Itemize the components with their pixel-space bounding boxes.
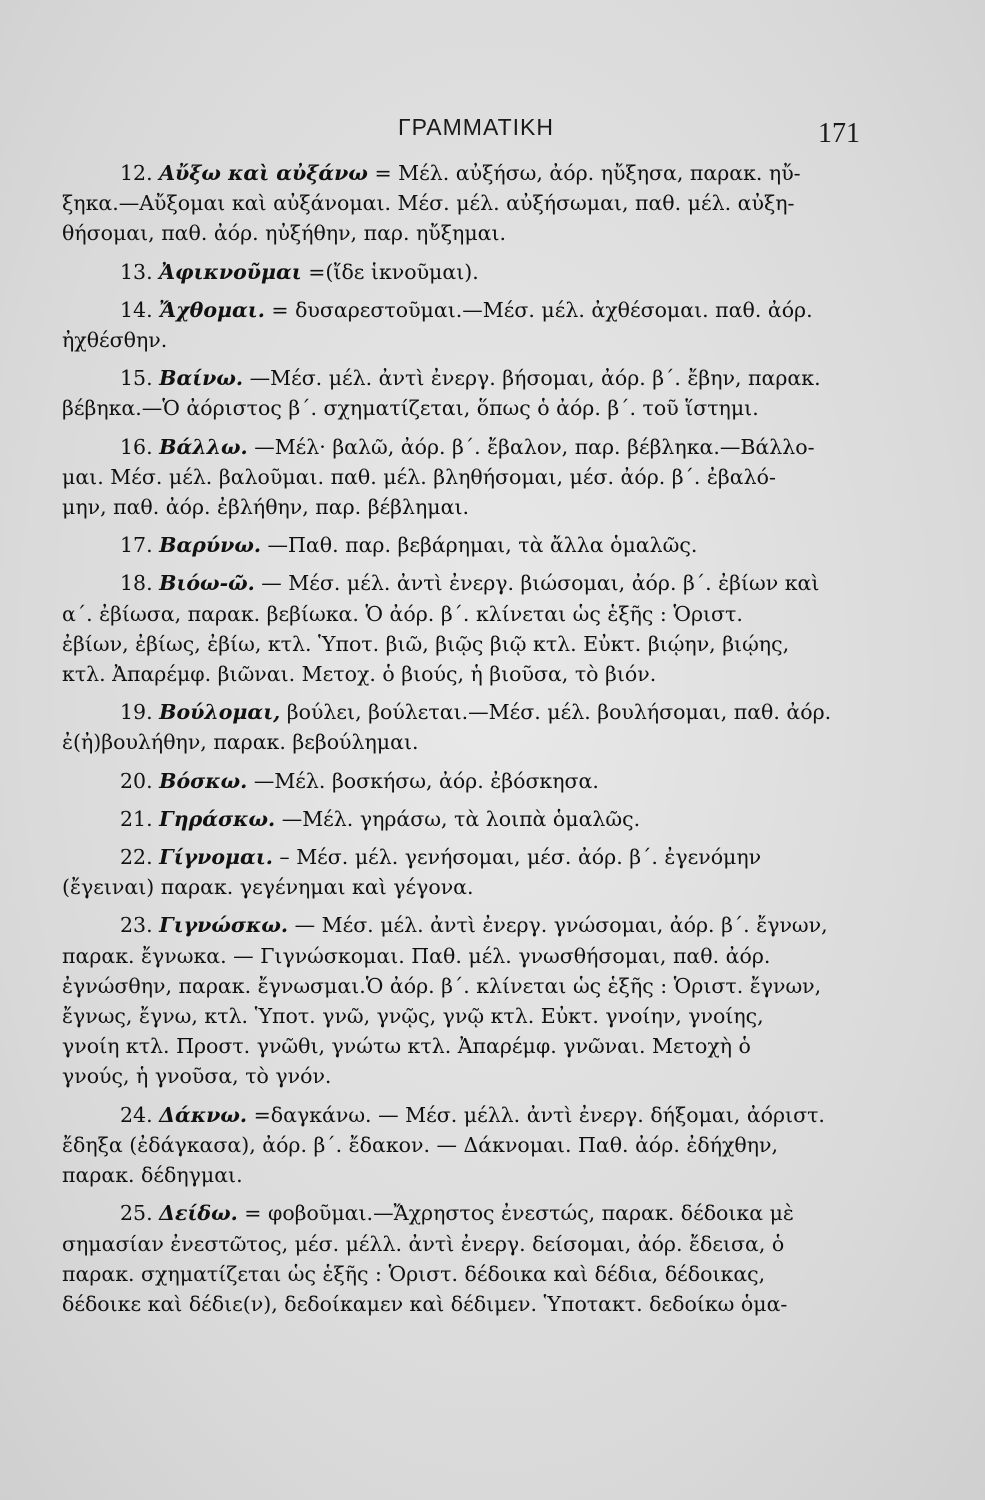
entry-text: ἔγνως, ἔγνω, κτλ. Ὑποτ. γνῶ, γνῷς, γνῷ κτλ. Εὐκτ. γνοίην, γνοίης, [62,1004,764,1029]
entry-lemma: Βαίνω. [159,366,244,391]
text-line [62,363,852,393]
verb-entry [62,697,852,757]
entry-lemma: Βιόω-ῶ. [159,571,255,596]
entry-text: —Μέσ. μέλ. ἀντὶ ἐνεργ. βήσομαι, ἀόρ. β΄. ἔβην, παρακ. [249,366,821,391]
text-line [62,727,852,757]
verb-entry [62,1100,852,1191]
text-line [62,432,852,462]
verb-entry [62,158,852,249]
entry-text: βέβηκα.—Ὁ ἀόριστος β΄. σχηματίζεται, ὅπως ὁ ἀόρ. β΄. τοῦ ἵστημι. [62,396,759,421]
text-line [62,393,852,423]
entry-number: 21. [120,806,153,831]
text-line [62,1259,852,1289]
verb-entry [62,804,852,834]
entry-text: ἠχθέσθην. [62,328,168,353]
verb-entry [62,910,852,1091]
verb-entry [62,1198,852,1319]
entry-text: σημασίαν ἐνεστῶτος, μέσ. μέλλ. ἀντὶ ἐνεργ. δείσομαι, ἀόρ. ἔδεισα, ὁ [62,1231,785,1256]
text-line [62,158,852,188]
entry-text: ἐ(ἠ)βουλήθην, παρακ. βεβούλημαι. [62,730,419,755]
entry-text: ἐγνώσθην, παρακ. ἔγνωσμαι.Ὁ ἀόρ. β΄. κλίνεται ὡς ἑξῆς : Ὁριστ. ἔγνων, [62,973,822,998]
entry-lemma: Βούλομαι, [159,700,281,725]
entry-number: 14. [120,297,153,322]
entry-number: 22. [120,845,153,870]
entry-lemma: Ἄχθομαι. [159,297,265,322]
entry-lemma: Βάλλω. [159,434,248,459]
entry-text: — Μέσ. μέλ. ἀντὶ ἐνεργ. βιώσομαι, ἀόρ. β΄. ἐβίων καὶ [261,571,820,596]
entry-text: – Μέσ. μέλ. γενήσομαι, μέσ. ἀόρ. β΄. ἐγενόμην [279,845,762,870]
entry-lemma: Βόσκω. [159,768,248,793]
entry-text: βούλει, βούλεται.—Μέσ. μέλ. βουλήσομαι, παθ. ἀόρ. [286,700,832,725]
verb-entry [62,530,852,560]
entry-text: = φοβοῦμαι.—Ἄχρηστος ἐνεστώς, παρακ. δέδοικα μὲ [244,1201,794,1226]
entry-lemma: Δείδω. [159,1201,238,1226]
entry-number: 18. [120,571,153,596]
text-line [62,1100,852,1130]
entry-text: = Μέλ. αὐξήσω, ἀόρ. ηὔξησα, παρακ. ηὔ- [374,161,801,185]
text-line [62,1130,852,1160]
text-line [62,188,852,218]
text-line [62,492,852,522]
verb-entry [62,295,852,355]
text-line [62,910,852,940]
running-title: ΓΡΑΜΜΑΤΙΚΗ [398,114,554,140]
text-line [62,971,852,1001]
entry-number: 19. [120,700,153,725]
text-line [62,1229,852,1259]
verb-entry [62,432,852,523]
text-line [62,218,852,248]
entry-text: παρακ. σχηματίζεται ὡς ἑξῆς : Ὁριστ. δέδοικα καὶ δέδια, δέδοικας, [62,1261,766,1286]
text-line [62,766,852,796]
text-line [62,1031,852,1061]
text-line [62,1001,852,1031]
text-line [62,872,852,902]
text-line [62,599,852,629]
entry-number: 17. [120,533,153,558]
entry-lemma: Γιγνώσκω. [159,913,289,938]
entry-text: ἐβίων, ἐβίως, ἐβίω, κτλ. Ὑποτ. βιῶ, βιῷς βιῷ κτλ. Εὐκτ. βιῴην, βιῴης, [62,631,790,656]
entry-number: 16. [120,434,153,459]
entry-number: 25. [120,1201,153,1226]
entry-number: 20. [120,768,153,793]
entry-text: θήσομαι, παθ. ἀόρ. ηὐξήθην, παρ. ηὔξημαι. [62,221,507,246]
entry-text: — Μέσ. μέλ. ἀντὶ ἐνεργ. γνώσομαι, ἀόρ. β΄. ἔγνων, [294,913,828,938]
grammar-text [62,158,852,1327]
entry-lemma: Δάκνω. [159,1102,248,1127]
entry-text: ξηκα.—Αὔξομαι καὶ αὐξάνομαι. Μέσ. μέλ. αὐξήσωμαι, παθ. μέλ. αὐξη- [62,191,795,216]
entry-number: 24. [120,1102,153,1127]
text-line [62,462,852,492]
entry-text: ἔδηξα (ἐδάγκασα), ἀόρ. β΄. ἔδακον. — Δάκνομαι. Παθ. ἀόρ. ἐδήχθην, [62,1132,779,1157]
page-header [60,112,860,152]
entry-text: =(ἴδε ἱκνοῦμαι). [308,259,479,284]
verb-entry [62,257,852,287]
text-line [62,568,852,598]
text-line [62,1289,852,1319]
entry-text: κτλ. Ἀπαρέμφ. βιῶναι. Μετοχ. ὁ βιούς, ἡ βιοῦσα, τὸ βιόν. [62,662,657,687]
text-line [62,325,852,355]
entry-text: παρακ. δέδηγμαι. [62,1163,243,1188]
entry-text: δέδοικε καὶ δέδιε(ν), δεδοίκαμεν καὶ δέδιμεν. Ὑποτακτ. δεδοίκω ὁμα- [62,1291,788,1316]
entry-text: παρακ. ἔγνωκα. — Γιγνώσκομαι. Παθ. μέλ. γνωσθήσομαι, παθ. ἀόρ. [62,943,771,968]
text-line [62,842,852,872]
entry-text: = δυσαρεστοῦμαι.—Μέσ. μέλ. ἀχθέσομαι. παθ. ἀόρ. [271,297,813,322]
entry-lemma: Αὔξω καὶ αὐξάνω [159,161,368,185]
entry-text: γνοίη κτλ. Προστ. γνῶθι, γνώτω κτλ. Ἀπαρέμφ. γνῶναι. Μετοχὴ ὁ [62,1034,751,1059]
entry-text: μην, παθ. ἀόρ. ἐβλήθην, παρ. βέβλημαι. [62,495,470,520]
text-line [62,295,852,325]
text-line [62,1198,852,1228]
entry-text: (ἔγειναι) παρακ. γεγένημαι καὶ γέγονα. [62,875,474,900]
entry-number: 12. [120,161,153,185]
text-line [62,941,852,971]
entry-text: —Μέλ. γηράσω, τὰ λοιπὰ ὁμαλῶς. [281,806,641,831]
text-line [62,659,852,689]
page-number: 171 [818,118,860,149]
verb-entry [62,842,852,902]
entry-text: —Παθ. παρ. βεβάρημαι, τὰ ἄλλα ὁμαλῶς. [267,533,698,558]
verb-entry [62,766,852,796]
entry-text: γνούς, ἡ γνοῦσα, τὸ γνόν. [62,1064,332,1089]
text-line [62,1061,852,1091]
text-line [62,530,852,560]
text-line [62,697,852,727]
text-line [62,629,852,659]
entry-lemma: Βαρύνω. [159,533,261,558]
entry-text: —Μέλ· βαλῶ, ἀόρ. β΄. ἔβαλον, παρ. βέβληκα.—Βάλλο- [254,434,815,459]
entry-text: α΄. ἐβίωσα, παρακ. βεβίωκα. Ὁ ἀόρ. β΄. κλίνεται ὡς ἑξῆς : Ὁριστ. [62,601,743,626]
entry-lemma: Γηράσκω. [159,806,276,831]
text-line [62,1160,852,1190]
entry-lemma: Γίγνομαι. [159,845,273,870]
entry-lemma: Ἀφικνοῦμαι [159,259,302,284]
text-line [62,257,852,287]
entry-number: 23. [120,913,153,938]
entry-number: 13. [120,259,153,284]
entry-text: μαι. Μέσ. μέλ. βαλοῦμαι. παθ. μέλ. βληθήσομαι, μέσ. ἀόρ. β΄. ἐβαλό- [62,464,776,489]
verb-entry [62,568,852,689]
entry-text: —Μέλ. βοσκήσω, ἀόρ. ἐβόσκησα. [253,768,599,793]
text-line [62,804,852,834]
entry-text: =δαγκάνω. — Μέσ. μέλλ. ἀντὶ ἐνεργ. δήξομαι, ἀόριστ. [253,1102,825,1127]
entry-number: 15. [120,366,153,391]
verb-entry [62,363,852,423]
